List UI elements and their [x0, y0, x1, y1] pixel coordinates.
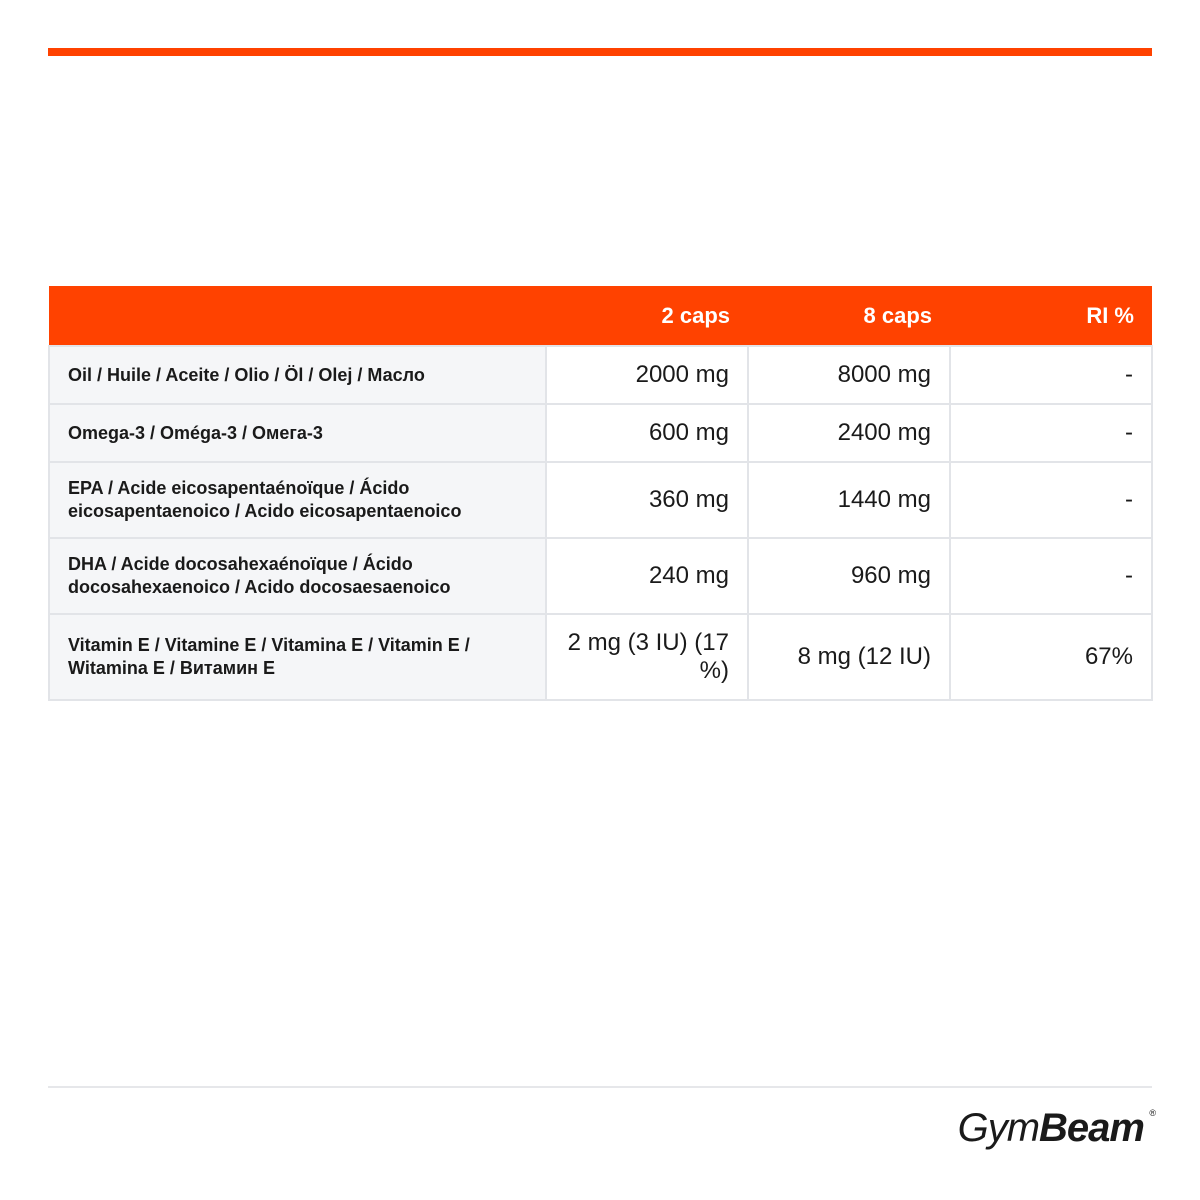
row-value-ri: - [950, 346, 1152, 404]
row-nutrient-name: Omega-3 / Oméga-3 / Омега-3 [49, 404, 546, 462]
row-value-2-caps: 600 mg [546, 404, 748, 462]
logo-text-beam: Beam [1039, 1106, 1144, 1150]
row-value-ri: - [950, 462, 1152, 538]
row-nutrient-name: Vitamin E / Vitamine E / Vitamina E / Vitamin E / Witamina E / Витамин E [49, 614, 546, 700]
row-nutrient-name: Oil / Huile / Aceite / Olio / Öl / Olej / Масло [49, 346, 546, 404]
row-value-ri: - [950, 404, 1152, 462]
table-body [49, 346, 1152, 700]
header-8-caps: 8 caps [863, 302, 932, 328]
table-row [49, 346, 1152, 404]
row-value-2-caps: 2000 mg [546, 346, 748, 404]
table-header [49, 286, 1152, 346]
table-row [49, 538, 1152, 614]
row-value-8-caps: 960 mg [748, 538, 950, 614]
header-ri-percent: RI % [1086, 302, 1134, 328]
table-row [49, 614, 1152, 700]
row-value-8-caps: 8000 mg [748, 346, 950, 404]
logo-text-gym: Gym [957, 1106, 1040, 1150]
row-value-2-caps: 2 mg (3 IU) (17 %) [546, 614, 748, 700]
header-name-col [49, 286, 546, 346]
table-row [49, 404, 1152, 462]
registered-mark: ® [1149, 1108, 1156, 1118]
table-header-row [49, 286, 1152, 346]
row-nutrient-name: EPA / Acide eicosapentaénoïque / Ácido eicosapentaenoico / Acido eicosapentaenoico [49, 462, 546, 538]
row-value-2-caps: 240 mg [546, 538, 748, 614]
gymbeam-logo [957, 1106, 1156, 1151]
row-value-8-caps: 1440 mg [748, 462, 950, 538]
row-value-8-caps: 8 mg (12 IU) [748, 614, 950, 700]
nutrition-table [48, 286, 1153, 701]
table-row [49, 462, 1152, 538]
row-value-ri: 67% [950, 614, 1152, 700]
row-nutrient-name: DHA / Acide docosahexaénoïque / Ácido docosahexaenoico / Acido docosaesaenoico [49, 538, 546, 614]
row-value-2-caps: 360 mg [546, 462, 748, 538]
footer-divider [48, 1086, 1152, 1088]
row-value-8-caps: 2400 mg [748, 404, 950, 462]
top-accent-bar [48, 48, 1152, 56]
header-2-caps: 2 caps [661, 302, 730, 328]
row-value-ri: - [950, 538, 1152, 614]
